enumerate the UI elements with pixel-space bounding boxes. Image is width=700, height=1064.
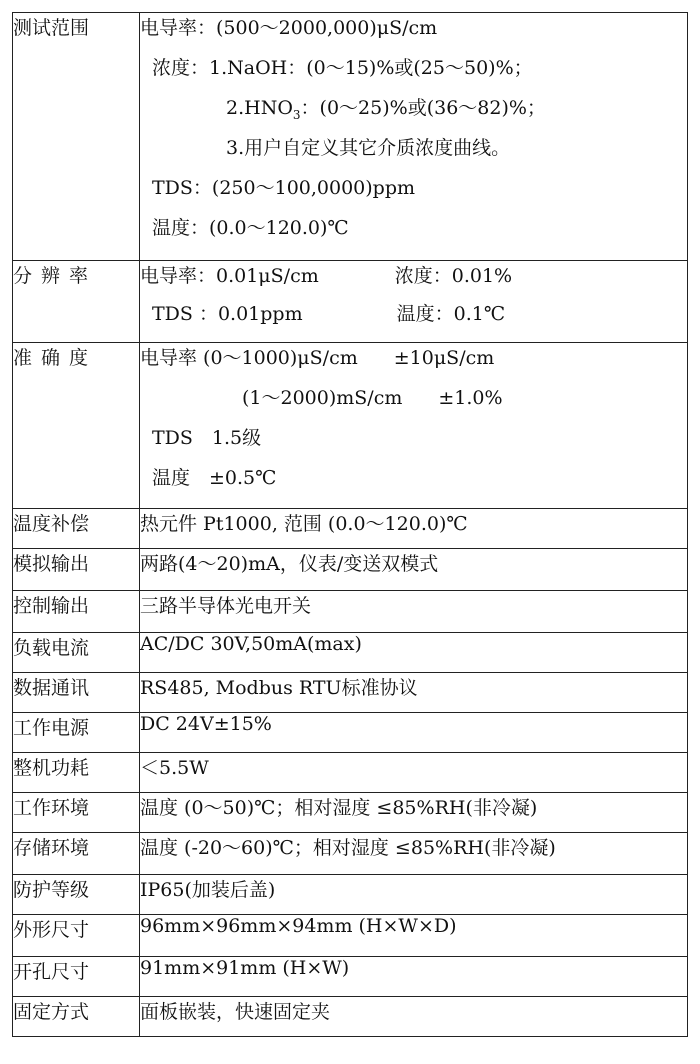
spec-row-temp-compensation	[13, 509, 688, 549]
spec-value	[140, 13, 688, 261]
spec-value	[140, 261, 688, 343]
spec-label: 固定方式	[13, 997, 140, 1037]
spec-row-control-output	[13, 591, 688, 633]
resolution-tds: TDS ：0.01ppm	[152, 303, 303, 325]
spec-value: 两路(4～20)mA，仪表/变送双模式	[140, 549, 688, 591]
spec-row-communication	[13, 673, 688, 713]
spec-label: 开孔尺寸	[13, 957, 140, 997]
spec-row-analog-output	[13, 549, 688, 591]
spec-row-resolution	[13, 261, 688, 343]
spec-label: 存储环境	[13, 833, 140, 875]
spec-row-accuracy	[13, 343, 688, 509]
spec-value: AC/DC 30V,50mA(max)	[140, 633, 688, 673]
spec-value: 91mm×91mm (H×W)	[140, 957, 688, 997]
accuracy-range: 电导率 (0～1000)μS/cm	[140, 347, 358, 369]
accuracy-value: ±1.0%	[438, 387, 503, 409]
spec-label: 工作环境	[13, 793, 140, 833]
accuracy-range: (1～2000)mS/cm	[242, 387, 403, 409]
spec-label: 模拟输出	[13, 549, 140, 591]
range-concentration-hno3	[140, 93, 687, 133]
spec-label: 测试范围	[13, 13, 140, 261]
range-custom-curve: 3.用户自定义其它介质浓度曲线。	[226, 137, 511, 159]
spec-label: 数据通讯	[13, 673, 140, 713]
spec-row-power-consumption	[13, 753, 688, 793]
resolution-temperature: 温度：0.1℃	[396, 303, 506, 325]
resolution-line-2	[140, 299, 687, 337]
spec-value: 热元件 Pt1000, 范围 (0.0～120.0)℃	[140, 509, 688, 549]
spec-row-dimensions	[13, 915, 688, 957]
spec-row-storage-env	[13, 833, 688, 875]
spec-value: 三路半导体光电开关	[140, 591, 688, 633]
resolution-conductivity: 电导率：0.01μS/cm	[140, 265, 319, 287]
spec-row-load-current	[13, 633, 688, 673]
spec-row-range	[13, 13, 688, 261]
range-concentration-naoh	[140, 53, 687, 93]
conc-label: 浓度：	[152, 57, 210, 79]
spec-value: IP65(加装后盖)	[140, 875, 688, 915]
spec-row-mounting	[13, 997, 688, 1037]
spec-label: 控制输出	[13, 591, 140, 633]
spec-value: 温度 (-20～60)℃；相对湿度 ≤85%RH(非冷凝)	[140, 833, 688, 875]
spec-label: 分辨率	[13, 261, 140, 343]
accuracy-tds: TDS 1.5级	[152, 427, 262, 449]
accuracy-conductivity-2	[140, 383, 687, 423]
spec-label: 准确度	[13, 343, 140, 509]
spec-label: 温度补偿	[13, 509, 140, 549]
spec-label: 外形尺寸	[13, 915, 140, 957]
resolution-concentration: 浓度：0.01%	[394, 265, 513, 287]
spec-value: 面板嵌装，快速固定夹	[140, 997, 688, 1037]
hno3-range: ：(0～25)%或(36～82)%；	[300, 97, 546, 119]
range-temperature: 温度：(0.0～120.0)℃	[152, 217, 349, 239]
spec-value: RS485, Modbus RTU标准协议	[140, 673, 688, 713]
hno3-prefix: 2.HNO	[226, 97, 293, 119]
spec-label: 整机功耗	[13, 753, 140, 793]
spec-value: DC 24V±15%	[140, 713, 688, 753]
spec-label: 工作电源	[13, 713, 140, 753]
accuracy-temperature: 温度 ±0.5℃	[152, 467, 277, 489]
resolution-line-1	[140, 261, 687, 299]
spec-row-power-supply	[13, 713, 688, 753]
spec-value: ＜5.5W	[140, 753, 688, 793]
spec-value	[140, 343, 688, 509]
spec-row-protection	[13, 875, 688, 915]
spec-row-operating-env	[13, 793, 688, 833]
spec-label: 负载电流	[13, 633, 140, 673]
spec-table	[12, 12, 688, 1037]
spec-row-cutout	[13, 957, 688, 997]
spec-value: 温度 (0～50)℃；相对湿度 ≤85%RH(非冷凝)	[140, 793, 688, 833]
spec-value: 96mm×96mm×94mm (H×W×D)	[140, 915, 688, 957]
accuracy-conductivity-1	[140, 343, 687, 383]
range-conductivity: 电导率：(500～2000,000)μS/cm	[140, 17, 438, 39]
hno3-subscript: 3	[292, 107, 301, 122]
naoh-range: 1.NaOH：(0～15)%或(25～50)%；	[209, 57, 533, 79]
range-tds: TDS：(250～100,0000)ppm	[152, 177, 416, 199]
spec-label: 防护等级	[13, 875, 140, 915]
accuracy-value: ±10μS/cm	[393, 347, 495, 369]
